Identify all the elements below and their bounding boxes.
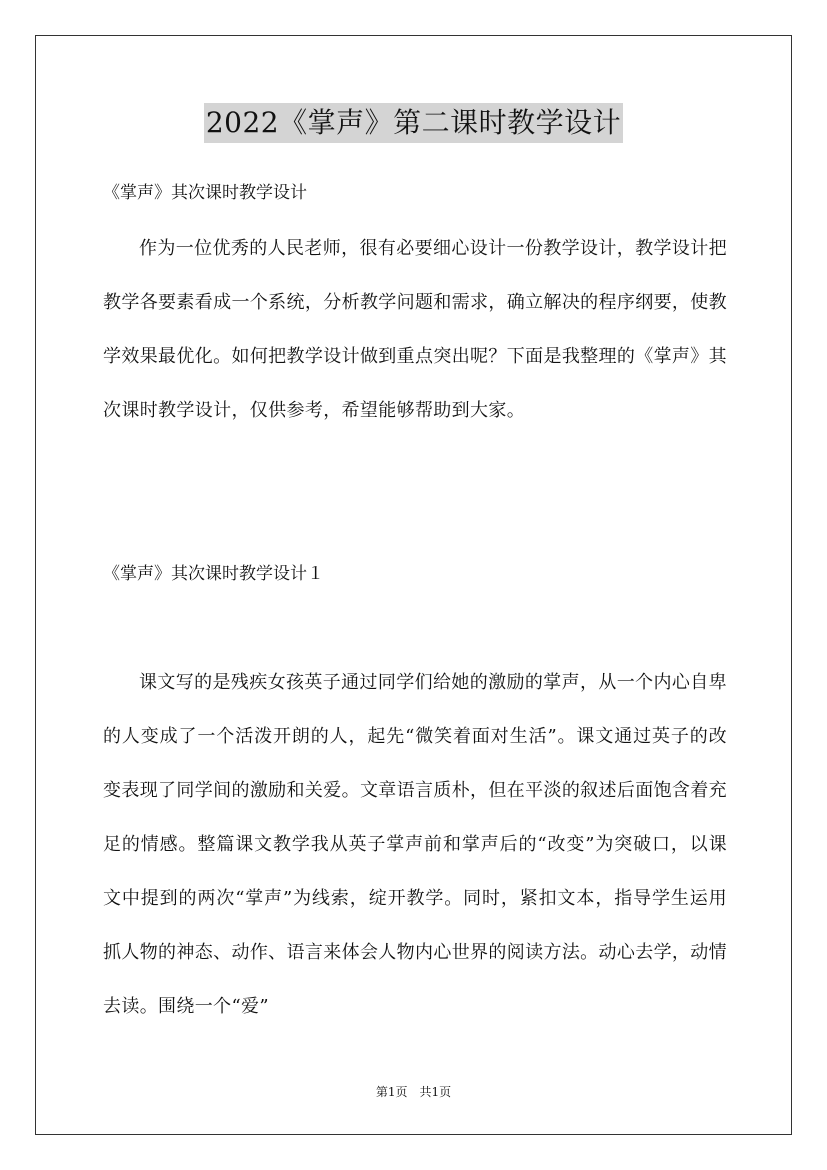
section-heading: 《掌声》其次课时教学设计１ (103, 564, 324, 584)
document-title-text: 2022《掌声》第二课时教学设计 (204, 103, 623, 143)
intro-paragraph: 作为一位优秀的人民老师，很有必要细心设计一份教学设计，教学设计把教学各要素看成一个系统，分析教学问题和需求，确立解决的程序纲要，使教学效果最优化。如何把教学设计做到重点突出呢？下面是我整理的《掌声》其次课时教学设计，仅供参考，希望能够帮助到大家。 (103, 238, 727, 421)
document-subtitle: 《掌声》其次课时教学设计 (103, 183, 307, 203)
document-title (0, 102, 827, 143)
body-paragraph: 课文写的是残疾女孩英子通过同学们给她的激励的掌声，从一个内心自卑的人变成了一个活泼开朗的人，起先“微笑着面对生活”。课文通过英子的改变表现了同学间的激励和关爱。文章语言质朴，但在平淡的叙述后面饱含着充足的情感。整篇课文教学我从英子掌声前和掌声后的“改变”为突破口，以课文中提到的两次“掌声”为线索，绽开教学。同时，紧扣文本，指导学生运用抓人物的神态、动作、语言来体会人物内心世界的阅读方法。动心去学，动情去读。围绕一个“爱” (103, 672, 727, 1017)
page-footer: 第1页 共1页 (375, 1085, 452, 1099)
